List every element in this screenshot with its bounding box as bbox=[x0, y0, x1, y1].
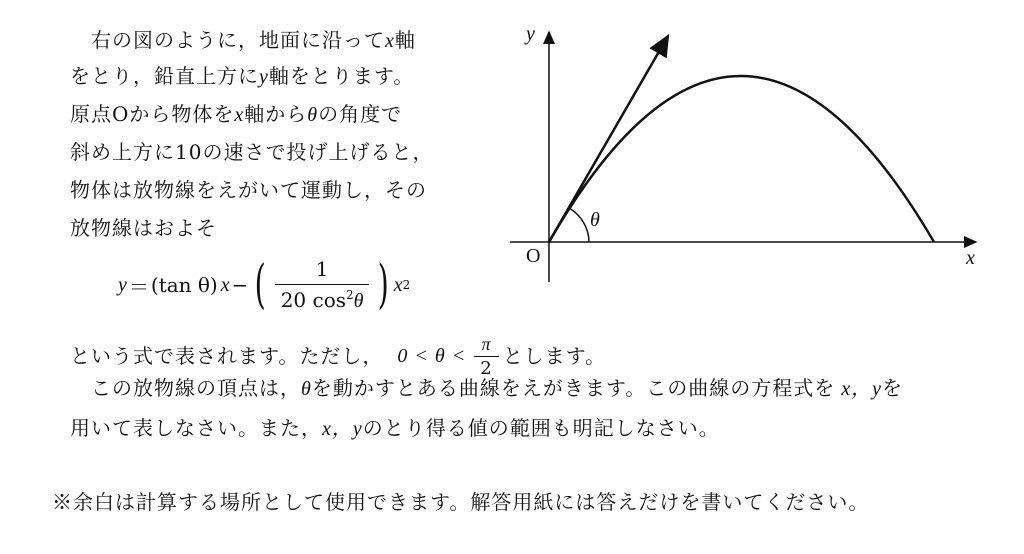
angle-arc bbox=[569, 208, 589, 242]
x-axis-label: x bbox=[966, 247, 975, 269]
fraction: $\frac{1}{20 \cos^2\theta}$ bbox=[275, 257, 370, 313]
intro-line-3: 原点Oから物体をx軸からθの角度で bbox=[70, 102, 403, 126]
condition-line: という式で表されます。ただし， 0 < θ < $\frac{\pi}{2}$ とします。 bbox=[70, 333, 607, 379]
question-line-1: この放物線の頂点は，θを動かすとある曲線をえがきます。この曲線の方程式を x，yを bbox=[70, 376, 903, 400]
angle-label: θ bbox=[590, 209, 600, 231]
pi-over-2: $\frac{\pi}{2}$ bbox=[474, 335, 498, 378]
intro-line-6: 放物線はおよそ bbox=[70, 216, 217, 240]
right-paren: ) bbox=[378, 255, 390, 315]
question-line-2: 用いて表しなさい。また，x，yのとり得る値の範囲も明記しなさい。 bbox=[70, 416, 720, 440]
var-y: y bbox=[259, 66, 269, 88]
parabola-curve bbox=[549, 76, 934, 242]
intro-line-1: 右の図のように，地面に沿ってx軸 bbox=[70, 28, 416, 52]
left-paren: ( bbox=[254, 255, 267, 315]
trajectory-diagram bbox=[500, 20, 990, 290]
y-axis-label: y bbox=[526, 23, 535, 45]
intro-line-4: 斜め上方に10の速さで投げ上げると， bbox=[70, 140, 434, 164]
intro-line-5: 物体は放物線をえがいて運動し，その bbox=[70, 178, 427, 202]
footnote: ※余白は計算する場所として使用できます。解答用紙には答えだけを書いてください。 bbox=[52, 490, 870, 514]
intro-line-2: をとり，鉛直上方にy軸をとります。 bbox=[70, 64, 415, 88]
origin-label: O bbox=[526, 245, 541, 267]
var-x: x bbox=[385, 30, 395, 52]
parabola-formula: y ＝ (tan θ) x − ( $\frac{1}{20 \cos^2\theta}$ ) x 2 bbox=[118, 255, 411, 315]
